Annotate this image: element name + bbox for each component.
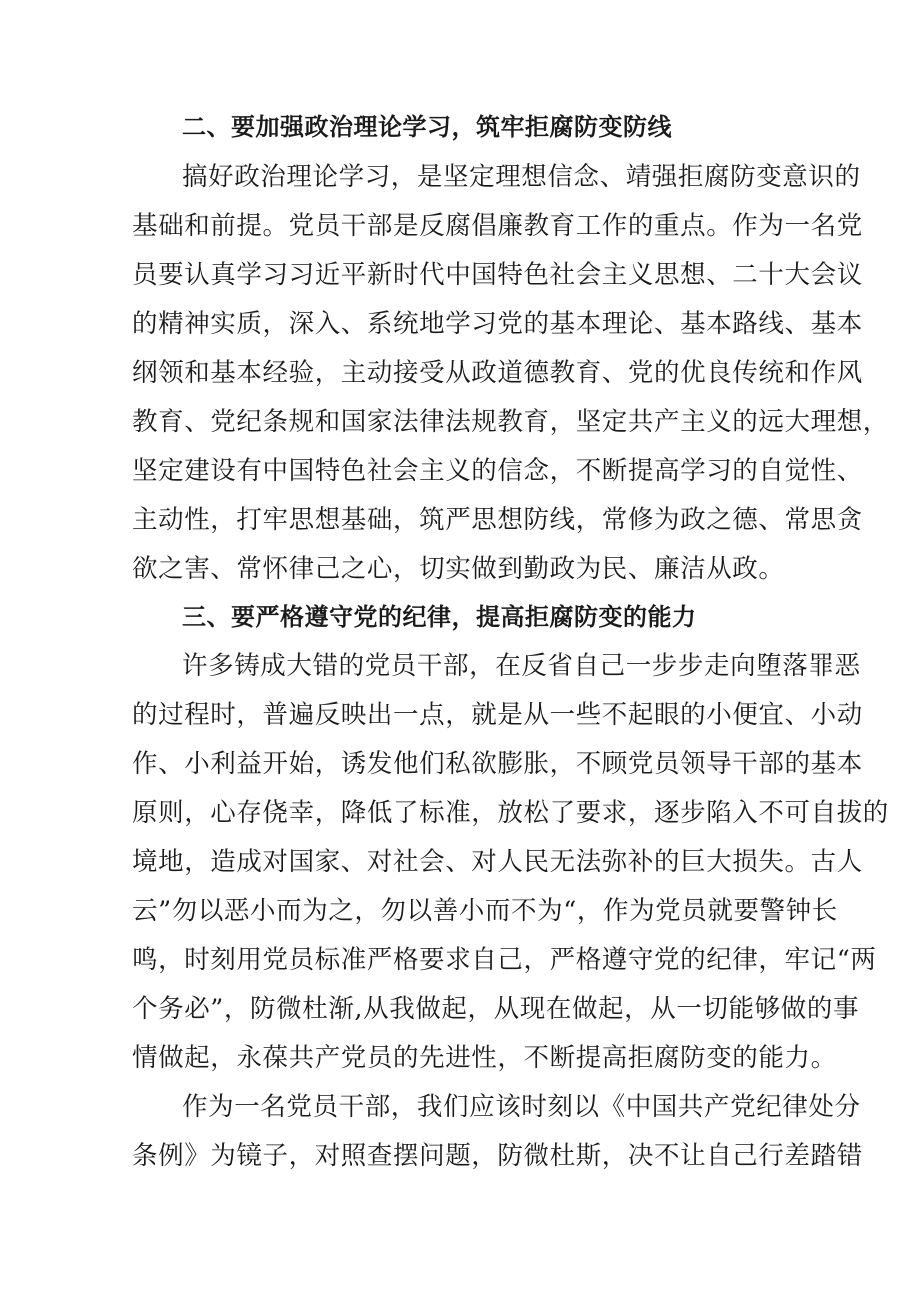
paragraph-line: 个务必”，防微杜渐,从我做起，从现在做起，从一切能够做的事 <box>132 994 860 1024</box>
paragraph-line: 作、小利益开始，诱发他们私欲膨胀，不顾党员领导干部的基本 <box>132 749 863 779</box>
paragraph-line: 云”勿以恶小而为之，勿以善小而不为“，作为党员就要警钟长 <box>132 896 838 926</box>
section-heading: 三、要严格遵守党的纪律，提高拒腐防变的能力 <box>182 603 697 631</box>
paragraph-line: 的精神实质，深入、系统地学习党的基本理论、基本路线、基本 <box>132 309 863 339</box>
paragraph-line: 纲领和基本经验，主动接受从政道德教育、党的优良传统和作风 <box>132 358 863 388</box>
paragraph-line: 搞好政治理论学习，是坚定理想信念、靖强拒腐防变意识的 <box>182 162 861 192</box>
paragraph-line: 境地，造成对国家、对社会、对人民无法弥补的巨大损失。古人 <box>132 847 863 877</box>
paragraph-line: 情做起，永葆共产党员的先进性，不断提高拒腐防变的能力。 <box>132 1043 837 1073</box>
paragraph-line: 许多铸成大错的党员干部，在反省自己一步步走向堕落罪恶 <box>182 651 861 681</box>
paragraph-line: 鸣，时刻用党员标准严格要求自己，严格遵守党的纪律，牢记“两 <box>132 945 877 975</box>
paragraph-line: 主动性，打牢思想基础，筑严思想防线，常修为政之德、常思贪 <box>132 505 863 535</box>
paragraph-line: 条例》为镜子，对照查摆问题，防微杜斯，决不让自己行差踏错 <box>132 1141 863 1171</box>
paragraph-line: 原则，心存侥幸，降低了标准，放松了要求，逐步陷入不可自拔的 <box>132 798 889 828</box>
paragraph-line: 欲之害、常怀律己之心，切实做到勤政为民、廉洁从政。 <box>132 554 785 584</box>
paragraph-line: 的过程时，普遍反映出一点，就是从一些不起眼的小便宜、小动 <box>132 700 863 730</box>
paragraph-line: 坚定建设有中国特色社会主义的信念，不断提高学习的自觉性、 <box>132 456 863 486</box>
paragraph-line: 基础和前提。党员干部是反腐倡廉教育工作的重点。作为一名党 <box>132 211 863 241</box>
paragraph-line: 员要认真学习习近平新时代中国特色社会主义思想、二十大会议 <box>132 260 863 290</box>
section-heading: 二、要加强政治理论学习，筑牢拒腐防变防线 <box>182 113 672 141</box>
paragraph-line: 作为一名党员干部，我们应该时刻以《中国共产党纪律处分 <box>182 1092 861 1122</box>
paragraph-line: 教育、党纪条规和国家法律法规教育，坚定共产主义的远大理想， <box>132 407 889 437</box>
